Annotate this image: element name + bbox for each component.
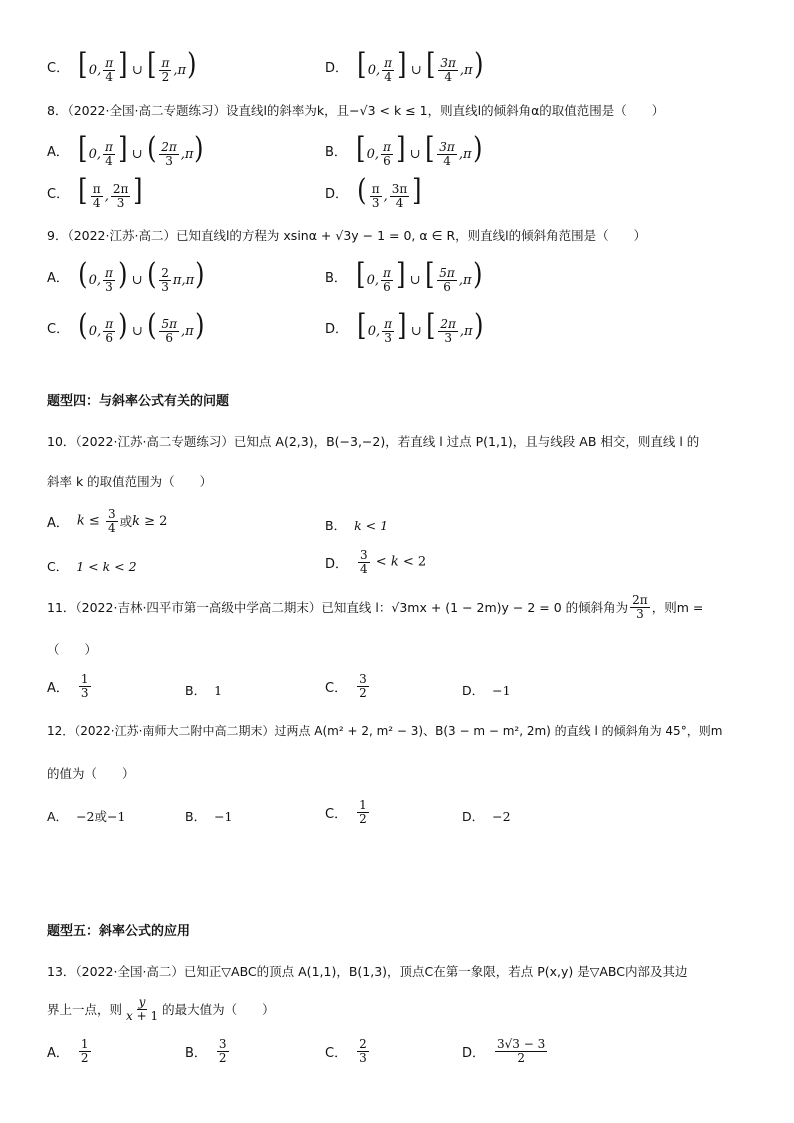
q13-stem-line1: 13．（2022·全国·高二）已知正▽ABC的顶点 A(1,1)，B(1,3)，顶点C在第一象限，若点 P(x,y) 是▽ABC内部及其边 xyxy=(47,964,688,979)
q8-option-d[interactable]: D． ( $\frac{\pi}{3}$ , $\frac{3\pi}{4}$ ] xyxy=(325,173,422,210)
q10-option-d[interactable]: D． $\frac{3}{4}$ < k < 2 xyxy=(325,548,427,576)
q10-option-b[interactable]: B． k < 1 xyxy=(325,517,389,533)
q7-option-d[interactable]: D． [0, $\frac{\pi}{4}$ ] ∪ [ $\frac{3\pi}{4}$ ,π) xyxy=(325,47,484,84)
q8-option-b[interactable]: B． [0, $\frac{\pi}{6}$ ] ∪ [ $\frac{3\pi}{4}$ ,π) xyxy=(325,131,483,168)
q10-stem-line2: 斜率 k 的取值范围为（ ） xyxy=(47,474,213,489)
q11-option-c[interactable]: C． $\frac{3}{2}$ xyxy=(325,672,367,700)
q12-option-b[interactable]: B． −1 xyxy=(185,808,233,824)
q11-stem-line2: （ ） xyxy=(47,642,98,657)
q7-option-c-math: [0, $\frac{\pi}{4}$ ] ∪ [ $\frac{\pi}{2}$ ,π) xyxy=(78,47,197,84)
q12-stem-line1: 12．（2022·江苏·南师大二附中高二期末）过两点 A(m² + 2, m² − 3)、B(3 − m − m², 2m) 的直线 l 的倾斜角为 45°，则m xyxy=(47,724,723,738)
q10-stem-line1: 10．（2022·江苏·高二专题练习）已知点 A(2,3)，B(−3,−2)，若直线 l 过点 P(1,1)，且与线段 AB 相交，则直线 l 的 xyxy=(47,434,700,449)
q10-option-c[interactable]: C． 1 < k < 2 xyxy=(47,558,137,574)
q13-stem-line2: 界上一点，则 $\frac{y}{x + 1}$ 的最大值为（ ） xyxy=(47,995,275,1023)
q13-option-d[interactable]: D． $\frac{3√3 - 3}{2}$ xyxy=(462,1037,546,1065)
q12-option-d[interactable]: D． −2 xyxy=(462,808,511,824)
q11-option-b[interactable]: B． 1 xyxy=(185,682,223,698)
q13-option-b[interactable]: B． $\frac{3}{2}$ xyxy=(185,1037,227,1065)
section-5-title: 题型五：斜率公式的应用 xyxy=(47,924,191,939)
q9-option-b[interactable]: B． [0, $\frac{\pi}{6}$ ] ∪ [ $\frac{5\pi}{6}$ ,π) xyxy=(325,257,483,294)
q9-option-d[interactable]: D． [0, $\frac{\pi}{3}$ ] ∪ [ $\frac{2\pi}{3}$ ,π) xyxy=(325,308,484,345)
q12-option-c[interactable]: C． $\frac{1}{2}$ xyxy=(325,798,367,826)
q10-option-a[interactable]: A． k ≤ $\frac{3}{4}$ 或 k ≥ 2 xyxy=(47,507,168,535)
q9-stem: 9．（2022·江苏·高二）已知直线l的方程为 xsinα + √3y − 1 = 0, α ∈ R，则直线l的倾斜角范围是（ ） xyxy=(47,228,647,243)
q7-option-d-math: [0, $\frac{\pi}{4}$ ] ∪ [ $\frac{3\pi}{4}$ ,π) xyxy=(357,47,484,84)
q11-option-d[interactable]: D． −1 xyxy=(462,682,511,698)
q8-option-c[interactable]: C． [ $\frac{\pi}{4}$ , $\frac{2\pi}{3}$ ] xyxy=(47,173,143,210)
q8-option-a[interactable]: A． [0, $\frac{\pi}{4}$ ] ∪ ( $\frac{2\pi}{3}$ ,π) xyxy=(47,131,205,168)
q7-option-c[interactable]: C． [0, $\frac{\pi}{4}$ ] ∪ [ $\frac{\pi}{2}$ ,π) xyxy=(47,47,197,84)
section-4-title: 题型四：与斜率公式有关的问题 xyxy=(47,394,230,409)
q11-stem-line1: 11．（2022·吉林·四平市第一高级中学高二期末）已知直线 l：√3mx + (1 − 2m)y − 2 = 0 的倾斜角为 $\frac{2\pi}{3}$ ，则m = xyxy=(47,593,704,621)
q9-option-c[interactable]: C． (0, $\frac{\pi}{6}$ ) ∪ ( $\frac{5\pi}{6}$ ,π) xyxy=(47,308,205,345)
q9-option-a[interactable]: A． (0, $\frac{\pi}{3}$ ) ∪ ( $\frac{2}{3}$ π,π) xyxy=(47,257,205,294)
q8-stem: 8．（2022·全国·高二专题练习）设直线l的斜率为k，且−√3 < k ≤ 1，则直线l的倾斜角α的取值范围是（ ） xyxy=(47,103,665,118)
q13-option-c[interactable]: C． $\frac{2}{3}$ xyxy=(325,1037,367,1065)
q11-option-a[interactable]: A． $\frac{1}{3}$ xyxy=(47,672,89,700)
q12-stem-line2: 的值为（ ） xyxy=(47,766,135,781)
q13-option-a[interactable]: A． $\frac{1}{2}$ xyxy=(47,1037,89,1065)
q12-option-a[interactable]: A． −2或−1 xyxy=(47,809,126,824)
